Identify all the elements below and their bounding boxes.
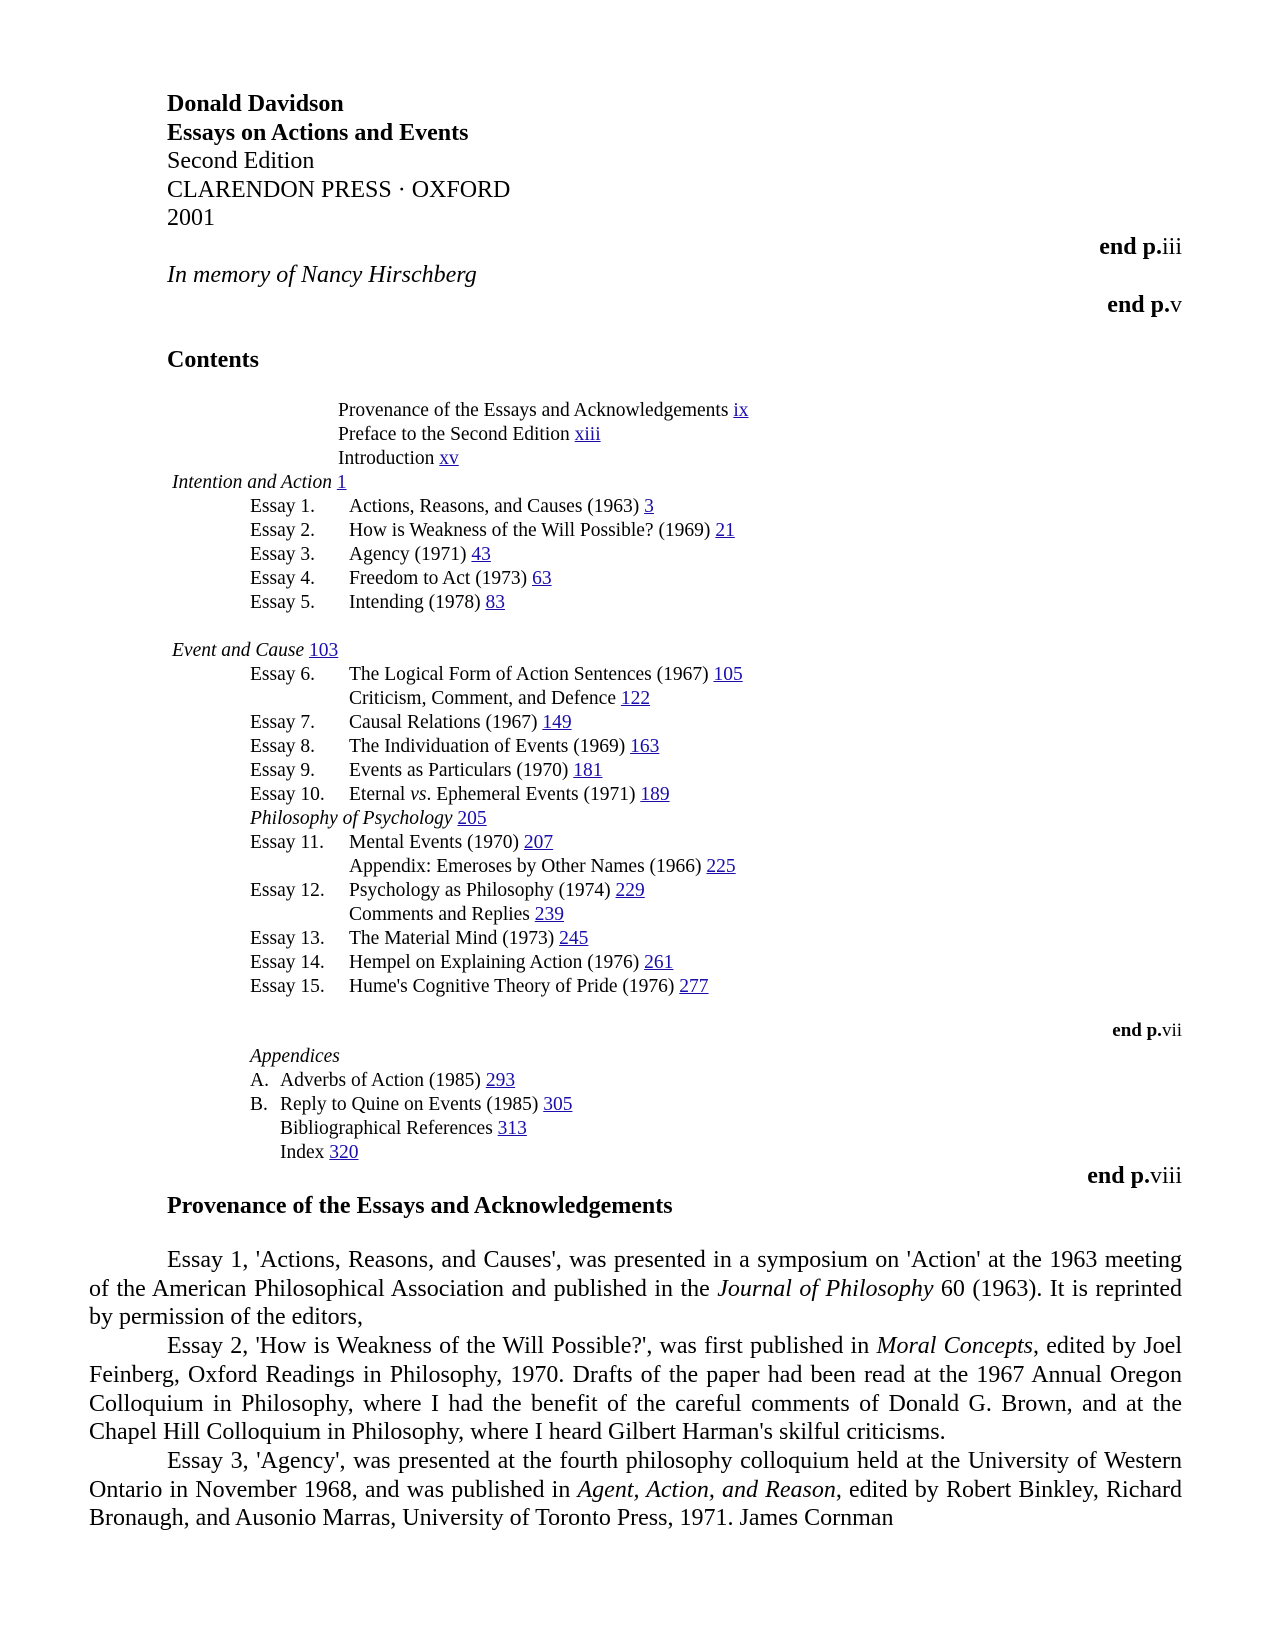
paragraph: Essay 1, 'Actions, Reasons, and Causes', was presented in a symposium on 'Action' at the 1963 meeting of the American Philosophical Association and published in the Journal of Philosophy 60 (1963). It is reprinted by permission of the editors, xyxy=(89,1247,1182,1331)
toc-entry: Bibliographical References 313 xyxy=(280,1118,527,1139)
page-link[interactable]: 277 xyxy=(679,976,709,997)
dedication: In memory of Nancy Hirschberg xyxy=(167,262,477,288)
page-link[interactable]: 225 xyxy=(706,856,736,877)
page-link[interactable]: 149 xyxy=(542,712,572,733)
essay-number: Essay 15. xyxy=(250,976,325,997)
page-link[interactable]: 122 xyxy=(620,688,651,709)
paragraph: Essay 3, 'Agency', was presented at the fourth philosophy colloquium held at the University of Western Ontario in November 1968, and was published in Agent, Action, and Reason, edited by Robert Binkley, Richard Bronaugh, and Ausonio Marras, University of Toronto Press, 1971. James Cornman xyxy=(89,1447,1183,1532)
author-name: Donald Davidson xyxy=(167,91,344,117)
appendices-heading: Appendices xyxy=(250,1046,340,1067)
essay-number: Essay 11. xyxy=(250,832,325,853)
toc-entry: Causal Relations (1967) 149 xyxy=(349,712,572,733)
toc-entry: How is Weakness of the Will Possible? (1969) 21 xyxy=(349,520,735,541)
toc-entry: The Individuation of Events (1969) 163 xyxy=(349,736,660,757)
page-link[interactable]: 261 xyxy=(644,952,674,973)
toc-entry: Reply to Quine on Events (1985) 305 xyxy=(280,1094,573,1115)
essay-number: Essay 5. xyxy=(250,592,315,613)
page-link[interactable]: 163 xyxy=(630,736,660,757)
toc-entry: Events as Particulars (1970) 181 xyxy=(349,760,603,781)
toc-part-heading: Philosophy of Psychology 205 xyxy=(250,808,487,829)
contents-heading: Contents xyxy=(167,347,260,373)
toc-entry: Index 320 xyxy=(280,1142,359,1163)
page-link[interactable]: xv xyxy=(439,448,459,469)
toc-entry: Preface to the Second Edition xiii xyxy=(338,424,601,445)
page-link[interactable]: 207 xyxy=(523,832,554,853)
toc-entry: Eternal vs. Ephemeral Events (1971) 189 xyxy=(349,784,670,805)
paragraph: Essay 2, 'How is Weakness of the Will Possible?', was first published in Moral Concepts, edited by Joel Feinberg, Oxford Readings in Philosophy, 1970. Drafts of the paper had been read at the 1967 Annual Oregon Colloquium in Philosophy, where I had the benefit of the careful comments of Donald G. Brown, and at the Chapel Hill Colloquium in Philosophy, where I heard Gilbert Harman's skilful criticisms. xyxy=(89,1333,1183,1446)
essay-number: Essay 4. xyxy=(250,568,315,589)
page-link[interactable]: 305 xyxy=(543,1094,573,1115)
page-link[interactable]: 3 xyxy=(644,496,654,517)
publisher-line: CLARENDON PRESS · OXFORD xyxy=(167,176,511,203)
toc-entry: Actions, Reasons, and Causes (1963) 3 xyxy=(349,496,654,517)
page-link[interactable]: 239 xyxy=(534,904,565,925)
essay-number: Essay 7. xyxy=(250,712,315,733)
page-link[interactable]: 105 xyxy=(713,664,743,685)
page-link[interactable]: 181 xyxy=(573,760,603,781)
page-link[interactable]: 1 xyxy=(336,472,347,493)
essay-number: Essay 2. xyxy=(250,520,315,541)
page-link[interactable]: 103 xyxy=(309,640,339,661)
end-page-marker: end p.viii xyxy=(1087,1163,1182,1189)
page-link[interactable]: 320 xyxy=(329,1142,359,1163)
book-title: Essays on Actions and Events xyxy=(167,119,469,146)
toc-entry: Hume's Cognitive Theory of Pride (1976) 277 xyxy=(349,976,709,997)
end-page-marker: end p.iii xyxy=(1099,234,1182,260)
edition-line: Second Edition xyxy=(167,148,315,174)
essay-number: Essay 3. xyxy=(250,544,315,565)
page-link[interactable]: 189 xyxy=(640,784,670,805)
title-block xyxy=(167,90,510,233)
toc-entry: Introduction xv xyxy=(338,448,459,469)
toc-entry: Criticism, Comment, and Defence 122 xyxy=(349,688,651,709)
essay-number: Essay 1. xyxy=(250,496,315,517)
essay-number: Essay 10. xyxy=(250,784,325,805)
appendix-letter: A. xyxy=(250,1070,269,1091)
page-link[interactable]: 313 xyxy=(497,1118,527,1139)
page-link[interactable]: 83 xyxy=(485,592,505,613)
toc-entry: Hempel on Explaining Action (1976) 261 xyxy=(349,952,674,973)
toc-entry: Appendix: Emeroses by Other Names (1966) 225 xyxy=(349,856,736,877)
essay-number: Essay 8. xyxy=(250,736,315,757)
toc-entry: Freedom to Act (1973) 63 xyxy=(349,568,552,589)
toc-entry: Provenance of the Essays and Acknowledgements ix xyxy=(338,400,749,421)
toc-entry: The Logical Form of Action Sentences (1967) 105 xyxy=(349,664,743,685)
toc-entry: Psychology as Philosophy (1974) 229 xyxy=(349,880,645,901)
essay-number: Essay 6. xyxy=(250,664,315,685)
essay-number: Essay 12. xyxy=(250,880,325,901)
page-link[interactable]: 245 xyxy=(559,928,589,949)
toc-entry: Adverbs of Action (1985) 293 xyxy=(280,1070,516,1091)
year-line: 2001 xyxy=(167,205,215,231)
toc-entry: The Material Mind (1973) 245 xyxy=(349,928,589,949)
page-link[interactable]: ix xyxy=(733,400,749,421)
toc-entry: Mental Events (1970) 207 xyxy=(349,832,554,853)
provenance-text xyxy=(89,1246,1182,1533)
appendix-letter: B. xyxy=(250,1094,268,1115)
toc-entry: Intending (1978) 83 xyxy=(349,592,505,613)
page-link[interactable]: 21 xyxy=(715,520,735,541)
end-page-marker: end p.vii xyxy=(1112,1020,1182,1041)
page-link[interactable]: 293 xyxy=(485,1070,516,1091)
page-link[interactable]: 43 xyxy=(471,544,491,565)
end-page-marker: end p.v xyxy=(1107,292,1182,318)
essay-number: Essay 9. xyxy=(250,760,315,781)
toc-part-heading: Event and Cause 103 xyxy=(172,640,339,661)
page-link[interactable]: 205 xyxy=(457,808,487,829)
page-link[interactable]: 63 xyxy=(532,568,552,589)
essay-number: Essay 14. xyxy=(250,952,325,973)
toc-entry: Agency (1971) 43 xyxy=(349,544,491,565)
essay-number: Essay 13. xyxy=(250,928,325,949)
toc-entry: Comments and Replies 239 xyxy=(349,904,565,925)
page-link[interactable]: 229 xyxy=(615,880,645,901)
toc-part-heading: Intention and Action 1 xyxy=(172,472,347,493)
provenance-heading: Provenance of the Essays and Acknowledgements xyxy=(167,1193,673,1219)
page-link[interactable]: xiii xyxy=(574,424,601,445)
